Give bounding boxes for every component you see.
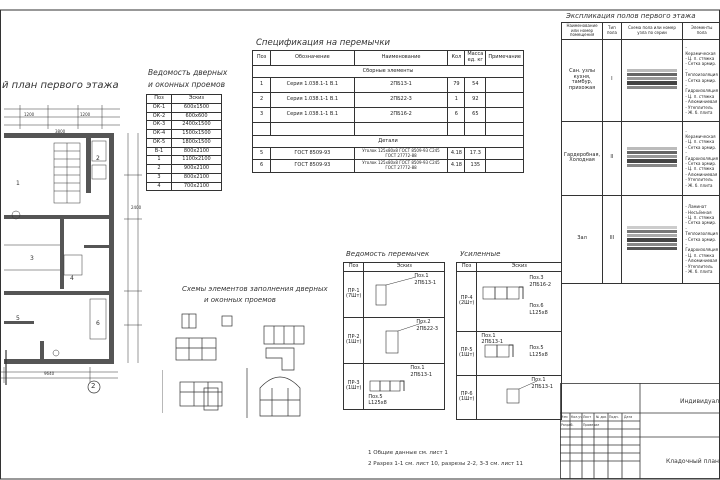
cell: 3 — [147, 173, 172, 182]
floor-layer: - Сетка армир. — [685, 61, 717, 67]
spec-header: Примечание — [486, 51, 524, 66]
lintels-title: Ведомость перемычек — [346, 250, 430, 258]
spec-header: Наименование — [354, 51, 448, 66]
reinforced-pos: ПР-5 — [460, 346, 473, 353]
stamp-cell: Разраб. — [561, 423, 574, 427]
floor-layer: - Ж. б. плита — [685, 109, 713, 115]
cell: 1800х1500 — [172, 138, 222, 147]
cell — [477, 271, 562, 331]
table-row — [562, 39, 720, 121]
cell: 1100х2100 — [172, 156, 222, 165]
plan-title: й план первого этажа — [2, 80, 119, 91]
reinforced-label: 2ПБ16-2 — [529, 281, 552, 288]
floor-layers-sketch — [625, 67, 679, 91]
cell: 1 — [448, 93, 465, 108]
lintel-pos: ПР-2 — [347, 333, 360, 340]
floor-layers-sketch — [625, 224, 679, 252]
plan-dim-label: 2400 — [131, 205, 142, 210]
table-row — [147, 121, 222, 130]
cell — [486, 148, 524, 160]
table-row — [344, 317, 445, 363]
cell: В-1 — [147, 147, 172, 156]
note-item: 1 Общие данные см. лист 1 — [368, 450, 448, 456]
cell — [486, 93, 524, 108]
reinforced-header: Эскиз — [477, 263, 562, 272]
cell: 92 — [465, 93, 486, 108]
reinforced-label: Поз.1 — [481, 332, 496, 339]
table-row — [253, 93, 524, 108]
floor-layer: - Ж. б. плита — [685, 268, 713, 274]
reinforced-count: (1Шт) — [459, 352, 475, 359]
cell: 6 — [253, 160, 271, 172]
floors-table — [561, 22, 720, 284]
reinforced-label: Поз.1 — [531, 376, 546, 383]
cell: 65 — [465, 107, 486, 122]
reinforced-label: Поз.6 — [529, 302, 544, 309]
cell: 1500х1500 — [172, 130, 222, 139]
table-row — [344, 363, 445, 409]
cell: 4 — [147, 182, 172, 191]
table-row — [147, 147, 222, 156]
cell: ОК-1 — [147, 103, 172, 112]
table-row — [562, 195, 720, 283]
stamp-cell: Кол.уч — [571, 415, 583, 419]
opening-schemes — [162, 308, 327, 423]
cell — [354, 122, 448, 135]
floor-layer: - Гидроизоляция — [685, 150, 718, 161]
plan-axis-label: 2 — [91, 382, 96, 390]
floors-header: Схема пола или номер узла по серии — [621, 23, 683, 40]
table-row — [562, 121, 720, 195]
plan-room-label: 2 — [96, 155, 100, 162]
spec-header: Кол — [448, 51, 465, 66]
cell — [486, 160, 524, 172]
floor-layer: - Сетка армир. — [685, 144, 717, 150]
plan-dim-label: 3800 — [55, 129, 66, 134]
floor-type: III — [603, 195, 622, 283]
table-row — [147, 182, 222, 191]
spec-header: Масса ед. кг — [465, 51, 486, 66]
table-row — [147, 130, 222, 139]
cell: 900х2100 — [172, 165, 222, 174]
cell — [621, 195, 683, 283]
cell — [486, 122, 524, 135]
cell: 79 — [448, 78, 465, 93]
floors-header: Элементы пола — [683, 23, 720, 40]
floor-type: II — [603, 121, 622, 195]
floors-title: Экспликация полов первого этажа — [566, 12, 696, 20]
table-row — [253, 160, 524, 172]
reinforced-title: Усиленные — [460, 250, 501, 258]
plan-dim-label: 1200 — [80, 112, 91, 117]
table-row — [253, 107, 524, 122]
reinforced-sketch — [479, 273, 559, 327]
reinforced-pos: ПР-6 — [460, 390, 473, 397]
floor-layer: - Алюминиевая — [685, 99, 718, 105]
plan-room-label: 6 — [96, 320, 100, 327]
reinforced-count: (2Шт) — [459, 300, 475, 307]
lintel-label: L125х8 — [368, 399, 387, 406]
reinforced-pos: ПР-4 — [460, 294, 473, 301]
table-row — [147, 156, 222, 165]
plan-room-label: 5 — [16, 315, 20, 322]
reinforced-table — [456, 262, 562, 420]
cell: ГОСТ 8509-93 — [271, 148, 354, 160]
plan-dim-label: 1200 — [24, 112, 35, 117]
cell — [683, 121, 720, 195]
cell — [683, 195, 720, 283]
cell: Серия 1.038.1-1 В.1 — [271, 78, 354, 93]
cell — [457, 271, 477, 331]
stamp-cell: № док — [596, 415, 607, 419]
floor-layer: - Утеплитель — [685, 104, 713, 110]
cell — [621, 121, 683, 195]
cell: 1 — [147, 156, 172, 165]
table-row — [457, 331, 562, 375]
table-row — [253, 78, 524, 93]
floor-layer: - Гидроизоляция — [685, 241, 718, 253]
reinforced-label: Поз.3 — [529, 274, 544, 281]
floor-type: I — [603, 39, 622, 121]
cell — [364, 317, 445, 363]
lintel-label: Поз.5 — [368, 393, 383, 400]
lintel-label: 2ПБ22-3 — [416, 325, 439, 332]
floor-layer: - Ц. п. стяжка — [685, 215, 715, 221]
table-row — [147, 173, 222, 182]
spec-header: Обозначение — [271, 51, 354, 66]
cell: ОК-5 — [147, 138, 172, 147]
spec-header: Поз — [253, 51, 271, 66]
stamp-cell: Дата — [624, 415, 633, 419]
floor-layer: - Керамическая — [685, 45, 716, 56]
floor-room-name: Зал — [562, 195, 603, 283]
floor-layer: - Утеплитель — [685, 263, 713, 269]
floor-layer: - Сетка армир. — [685, 220, 717, 226]
floor-layer: - Несъёмная — [685, 209, 712, 215]
spec-table — [252, 50, 524, 173]
floors-header: Наименование или номер помещения — [562, 23, 603, 40]
cell: Уголок 125х80х8 ГОСТ 8509-93 С245 ГОСТ 27772-88 — [354, 148, 448, 160]
cell: 800х2100 — [172, 173, 222, 182]
table-row — [457, 271, 562, 331]
floor-layer: - Керамическая — [685, 128, 716, 140]
lintels-header: Эскиз — [364, 263, 445, 272]
floor-layers-sketch — [625, 145, 679, 169]
cell — [477, 331, 562, 375]
stamp-cell: Изм — [561, 415, 568, 419]
floor-layer: - Ц. п. стяжка — [685, 56, 715, 62]
reinforced-label: Поз.5 — [529, 344, 544, 351]
cell: 4.18 — [448, 160, 465, 172]
spec-section: Сборные элементы — [253, 65, 524, 78]
plan-room-label: 4 — [70, 275, 74, 282]
cell: 54 — [465, 78, 486, 93]
floor-layer: - Сетка армир. — [685, 77, 717, 83]
floor-layer: - Ж. б. плита — [685, 182, 713, 188]
table-row — [344, 271, 445, 317]
lintel-sketch — [366, 319, 442, 359]
plan-room-label: 3 — [30, 255, 34, 262]
cell: 2 — [253, 93, 271, 108]
floor-layer: - Ц. п. стяжка — [685, 139, 715, 145]
cell: 700х2100 — [172, 182, 222, 191]
lintel-label: 2ПБ13-1 — [410, 371, 433, 378]
cell: ОК-4 — [147, 130, 172, 139]
cell: 2400х1500 — [172, 121, 222, 130]
lintel-label: Поз.1 — [414, 272, 429, 279]
cell — [344, 271, 364, 317]
cell: 1 — [253, 78, 271, 93]
cell — [486, 107, 524, 122]
cell: ОК-3 — [147, 121, 172, 130]
floor-layer: - Сетка армир. — [685, 236, 717, 242]
cell: 2ПБ16-2 — [354, 107, 448, 122]
lintel-sketch — [366, 273, 442, 313]
plan-dim-label: 9640 — [44, 371, 55, 376]
cell: 800х2100 — [172, 147, 222, 156]
openings-table — [146, 94, 222, 191]
cell — [448, 122, 465, 135]
cell: 4.18 — [448, 148, 465, 160]
table-row — [147, 103, 222, 112]
table-row — [147, 165, 222, 174]
cell: 2ПБ22-3 — [354, 93, 448, 108]
cell: Серия 1.038.1-1 В.1 — [271, 93, 354, 108]
stamp-title: Индивидуал — [680, 398, 720, 405]
table-row — [147, 138, 222, 147]
cell — [477, 375, 562, 419]
cell — [253, 122, 271, 135]
reinforced-label: 2ПБ13-1 — [481, 338, 504, 345]
lintel-pos: ПР-3 — [347, 379, 360, 386]
openings-header: Эскиз — [172, 95, 222, 104]
schemes-title-line1: Схемы элементов заполнения дверных — [182, 285, 328, 293]
floor-layer: - Ц. п. стяжка — [685, 166, 715, 172]
floor-layer: - Гидроизоляция — [685, 82, 718, 94]
floor-layer: - Сетка армир. — [685, 160, 717, 166]
cell: Серия 1.038.1-1 В.1 — [271, 107, 354, 122]
floor-room-name: Сан. узлы кухня, тамбур, прихожая — [562, 39, 603, 121]
lintel-count: (7Шт) — [346, 293, 362, 300]
lintel-label: Поз.2 — [416, 318, 431, 325]
note-item: 2 Разрез 1-1 см. лист 10, разрезы 2-2, 3-3 см. лист 11 — [368, 461, 523, 467]
openings-header: Поз — [147, 95, 172, 104]
cell — [457, 375, 477, 419]
spec-section: Детали — [253, 135, 524, 148]
reinforced-header: Поз — [457, 263, 477, 272]
cell — [465, 122, 486, 135]
cell: 600х600 — [172, 112, 222, 121]
floors-header: Тип пола — [603, 23, 622, 40]
cell: 3 — [253, 107, 271, 122]
cell — [344, 317, 364, 363]
lintels-table — [343, 262, 445, 410]
reinforced-label: L125х8 — [529, 351, 548, 358]
lintel-label: Поз.1 — [410, 364, 425, 371]
reinforced-count: (1Шт) — [459, 396, 475, 403]
floor-layer: - Ц. п. стяжка — [685, 93, 715, 99]
lintel-count: (1Шт) — [346, 385, 362, 392]
floor-room-name: Гардеробная, Холодная — [562, 121, 603, 195]
stamp-subtitle: Кладочный план — [666, 458, 719, 465]
reinforced-sketch — [479, 377, 559, 415]
floor-layer: - Алюминиевая — [685, 171, 718, 177]
reinforced-label: 2ПБ13-1 — [531, 383, 554, 390]
floor-layer: - Ц. п. стяжка — [685, 252, 715, 258]
stamp-cell: Проверил — [583, 423, 600, 427]
lintels-header: Поз — [344, 263, 364, 272]
cell: ОК-2 — [147, 112, 172, 121]
floor-layer: - Ламинат — [685, 204, 707, 210]
reinforced-label: L125х8 — [529, 309, 548, 316]
table-row — [253, 148, 524, 160]
floor-layer: - Утеплитель — [685, 177, 713, 183]
table-row — [457, 375, 562, 419]
cell: 135 — [465, 160, 486, 172]
cell — [364, 271, 445, 317]
table-row — [147, 112, 222, 121]
cell — [621, 39, 683, 121]
cell — [683, 39, 720, 121]
cell — [457, 331, 477, 375]
floor-layer: - Теплоизоляция — [685, 66, 718, 78]
cell — [344, 363, 364, 409]
schemes-title-line2: и оконных проемов — [204, 296, 276, 304]
floor-layer: - Алюминиевая — [685, 258, 718, 264]
stamp-cell: Подп. — [609, 415, 619, 419]
cell: ГОСТ 8509-93 — [271, 160, 354, 172]
floor-layer: - Теплоизоляция — [685, 225, 718, 237]
openings-title-line1: Ведомость дверных — [148, 68, 228, 77]
spec-title: Спецификация на перемычки — [256, 38, 390, 48]
stamp-cell: Лист — [583, 415, 592, 419]
cell: 600х1500 — [172, 103, 222, 112]
floor-plan — [0, 95, 160, 395]
lintel-label: 2ПБ13-1 — [414, 279, 437, 286]
cell — [486, 78, 524, 93]
lintel-count: (1Шт) — [346, 339, 362, 346]
openings-title-line2: и оконных проемов — [148, 80, 226, 89]
cell — [271, 122, 354, 135]
cell — [364, 363, 445, 409]
cell: 5 — [253, 148, 271, 160]
cell: 2ПБ13-1 — [354, 78, 448, 93]
cell: 6 — [448, 107, 465, 122]
lintel-pos: ПР-1 — [347, 287, 360, 294]
cell: 2 — [147, 165, 172, 174]
cell: 17.3 — [465, 148, 486, 160]
cell: Уголок 125х80х8 ГОСТ 8509-93 С245 ГОСТ 27772-88 — [354, 160, 448, 172]
plan-room-label: 1 — [16, 180, 20, 187]
